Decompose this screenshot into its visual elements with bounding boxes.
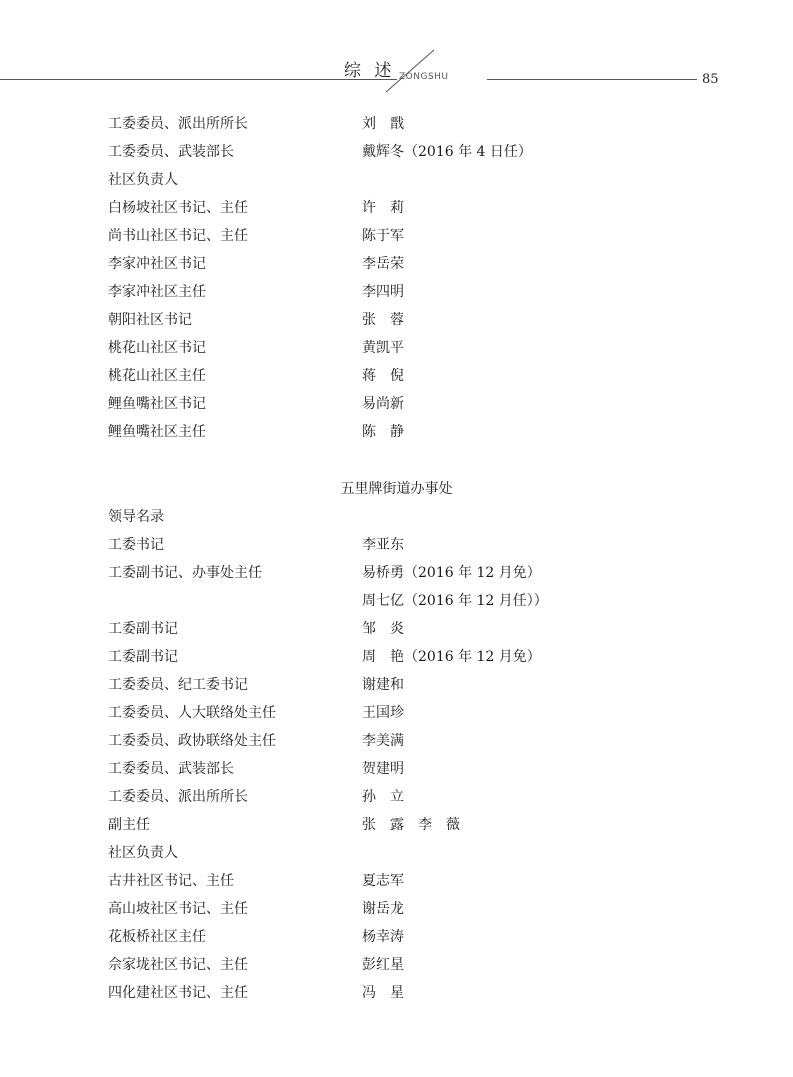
list-item (0, 337, 793, 359)
person-name: 蒋 倪 (362, 368, 404, 384)
leaders-heading: 领导名录 (108, 509, 164, 525)
role-label: 工委委员、纪工委书记 (108, 677, 248, 693)
section-subtitle: ZONGSHU (399, 72, 449, 82)
role-label: 工委副书记、办事处主任 (108, 565, 262, 581)
role-label: 工委委员、武装部长 (108, 144, 234, 160)
list-item (0, 253, 793, 275)
person-name: 刘 戬 (362, 116, 404, 132)
community-heading: 社区负责人 (108, 172, 178, 188)
list-item (0, 814, 793, 836)
page-number: 85 (702, 72, 719, 87)
person-name: 冯 星 (362, 985, 404, 1001)
role-label: 四化建社区书记、主任 (108, 985, 248, 1001)
person-name: 李岳荣 (362, 256, 404, 272)
role-label: 工委委员、人大联络处主任 (108, 705, 276, 721)
role-label: 工委委员、武装部长 (108, 761, 234, 777)
list-item (0, 309, 793, 331)
role-label: 花板桥社区主任 (108, 929, 206, 945)
role-label: 工委副书记 (108, 649, 178, 665)
person-name: 王国珍 (362, 705, 404, 721)
list-item (0, 702, 793, 724)
subdistrict-title: 五里牌街道办事处 (340, 481, 453, 497)
role-label: 李家冲社区书记 (108, 256, 206, 272)
person-name: 张 露 李 薇 (362, 817, 460, 833)
role-label: 副主任 (108, 817, 150, 833)
role-label: 桃花山社区主任 (108, 368, 206, 384)
list-item (0, 113, 793, 135)
list-item (0, 562, 793, 584)
person-name: 贺建明 (362, 761, 404, 777)
list-item (0, 421, 793, 443)
role-label: 鲤鱼嘴社区书记 (108, 396, 206, 412)
person-name: 周 艳（2016 年 12 月免） (362, 649, 541, 665)
list-item (0, 982, 793, 1004)
person-name: 李美满 (362, 733, 404, 749)
list-item (0, 618, 793, 640)
list-item (0, 141, 793, 163)
person-name: 易尚新 (362, 396, 404, 412)
community-heading: 社区负责人 (108, 845, 178, 861)
person-name: 黄凯平 (362, 340, 404, 356)
role-label: 工委委员、派出所所长 (108, 789, 248, 805)
role-label: 工委委员、派出所所长 (108, 116, 248, 132)
person-name: 许 莉 (362, 200, 404, 216)
person-name: 邹 炎 (362, 621, 404, 637)
list-item (0, 674, 793, 696)
list-item (0, 393, 793, 415)
role-label: 工委委员、政协联络处主任 (108, 733, 276, 749)
list-item (0, 954, 793, 976)
list-item (0, 758, 793, 780)
person-name: 周七亿（2016 年 12 月任）） (362, 593, 548, 609)
list-item (0, 926, 793, 948)
list-item (0, 646, 793, 668)
person-name: 谢建和 (362, 677, 404, 693)
list-item (0, 786, 793, 808)
role-label: 佘家垅社区书记、主任 (108, 957, 248, 973)
section-title: 综 述 (344, 61, 396, 81)
list-item (0, 534, 793, 556)
person-name: 彭红星 (362, 957, 404, 973)
role-label: 尚书山社区书记、主任 (108, 228, 248, 244)
person-name: 易桥勇（2016 年 12 月免） (362, 565, 541, 581)
list-item (0, 590, 793, 612)
person-name: 陈 静 (362, 424, 404, 440)
person-name: 孙 立 (362, 789, 404, 805)
person-name: 张 蓉 (362, 312, 404, 328)
role-label: 工委副书记 (108, 621, 178, 637)
list-item (0, 730, 793, 752)
person-name: 夏志军 (362, 873, 404, 889)
role-label: 高山坡社区书记、主任 (108, 901, 248, 917)
role-label: 桃花山社区书记 (108, 340, 206, 356)
person-name: 戴辉冬（2016 年 4 日任） (362, 144, 532, 160)
list-item (0, 870, 793, 892)
role-label: 鲤鱼嘴社区主任 (108, 424, 206, 440)
role-label: 李家冲社区主任 (108, 284, 206, 300)
list-item (0, 898, 793, 920)
person-name: 谢岳龙 (362, 901, 404, 917)
person-name: 杨幸涛 (362, 929, 404, 945)
person-name: 李四明 (362, 284, 404, 300)
list-item (0, 281, 793, 303)
role-label: 朝阳社区书记 (108, 312, 192, 328)
person-name: 陈于军 (362, 228, 404, 244)
role-label: 古井社区书记、主任 (108, 873, 234, 889)
person-name: 李亚东 (362, 537, 404, 553)
role-label: 工委书记 (108, 537, 164, 553)
role-label: 白杨坡社区书记、主任 (108, 200, 248, 216)
list-item (0, 197, 793, 219)
list-item (0, 365, 793, 387)
list-item (0, 225, 793, 247)
